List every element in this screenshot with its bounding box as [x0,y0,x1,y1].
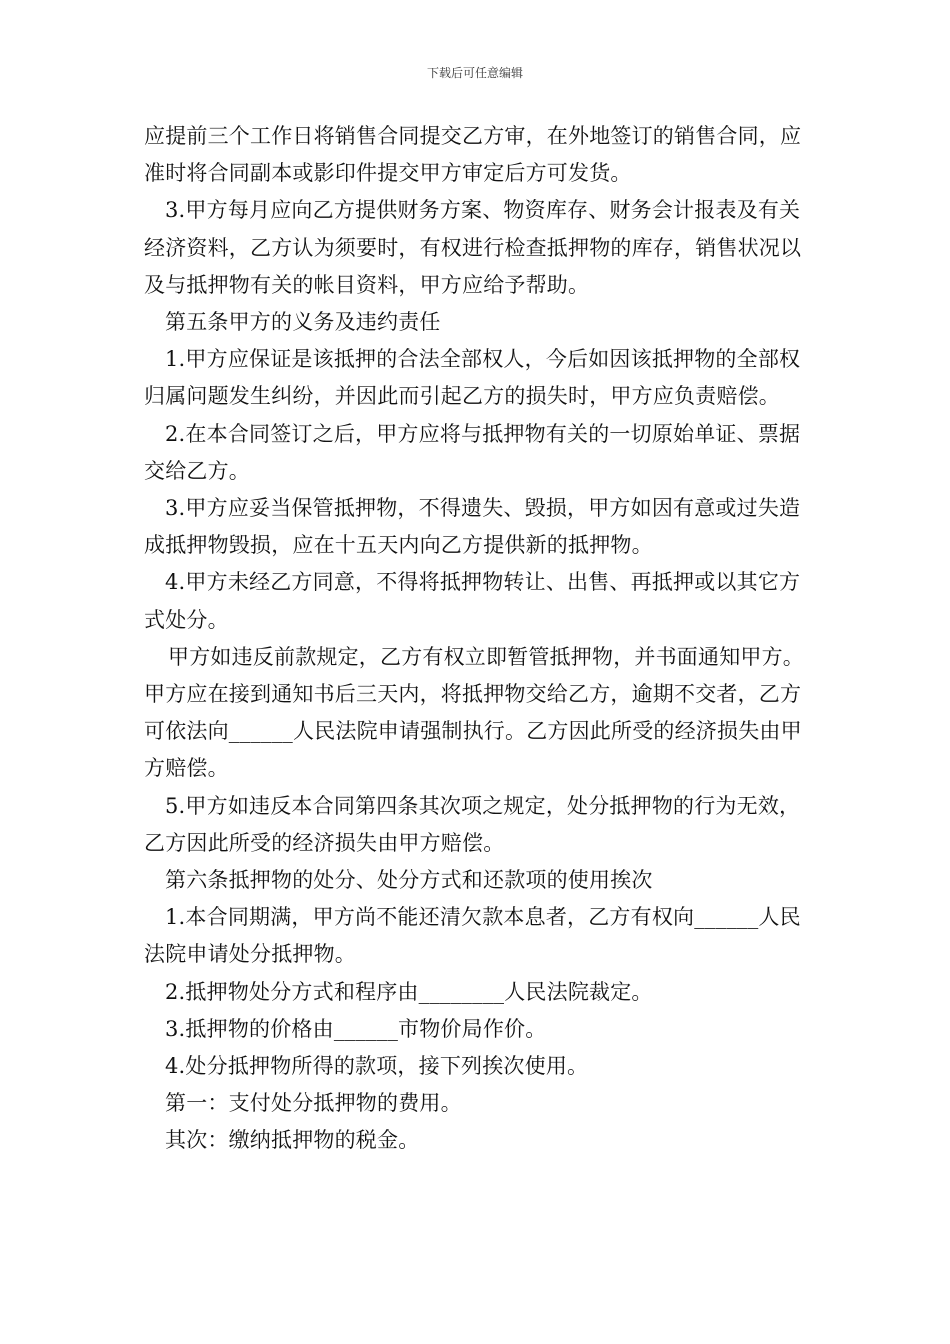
paragraph: 1.本合同期满，甲方尚不能还清欠款本息者，乙方有权向______人民法院申请处分抵押物。 [144,905,801,967]
paragraph: 1.甲方应保证是该抵押的合法全部权人，今后如因该抵押物的全部权归属问题发生纠纷，并因此而引起乙方的损失时，甲方应负责赔偿。 [144,347,801,409]
paragraph: 应提前三个工作日将销售合同提交乙方审，在外地签订的销售合同，应准时将合同副本或影印件提交甲方审定后方可发货。 [144,124,802,186]
paragraph: 4.甲方未经乙方同意，不得将抵押物转让、出售、再抵押或以其它方式处分。 [144,570,801,632]
paragraph: 4.处分抵押物所得的款项，接下列挨次使用。 [165,1054,589,1079]
section-heading: 第五条甲方的义务及违约责任 [165,310,441,335]
paragraph: 2.抵押物处分方式和程序由________人民法院裁定。 [165,979,653,1004]
paragraph: 2.在本合同签订之后，甲方应将与抵押物有关的一切原始单证、票据交给乙方。 [144,421,801,483]
paragraph: 3.抵押物的价格由______市物价局作价。 [165,1016,547,1041]
section-heading: 第六条抵押物的处分、处分方式和还款项的使用挨次 [165,868,653,893]
paragraph: 3.甲方应妥当保管抵押物，不得遗失、毁损，甲方如因有意或过失造成抵押物毁损，应在十五天内向乙方提供新的抵押物。 [144,496,801,558]
page-header: 下载后可任意编辑 [426,66,523,80]
paragraph: 5.甲方如违反本合同第四条其次项之规定，处分抵押物的行为无效，乙方因此所受的经济损失由甲方赔偿。 [144,793,801,855]
paragraph: 第一：支付处分抵押物的费用。 [165,1091,462,1116]
paragraph: 其次：缴纳抵押物的税金。 [165,1128,420,1153]
paragraph: 3.甲方每月应向乙方提供财务方案、物资库存、财务会计报表及有关经济资料，乙方认为须要时，有权进行检查抵押物的库存，销售状况以及与抵押物有关的帐目资料，甲方应给予帮助。 [144,198,802,297]
document-body [144,118,814,1160]
paragraph: 甲方如违反前款规定，乙方有权立即暂管抵押物，并书面通知甲方。甲方应在接到通知书后三天内，将抵押物交给乙方，逾期不交者，乙方可依法向______人民法院申请强制执行。乙方因此所受的经济损失由甲方赔偿。 [144,644,804,781]
